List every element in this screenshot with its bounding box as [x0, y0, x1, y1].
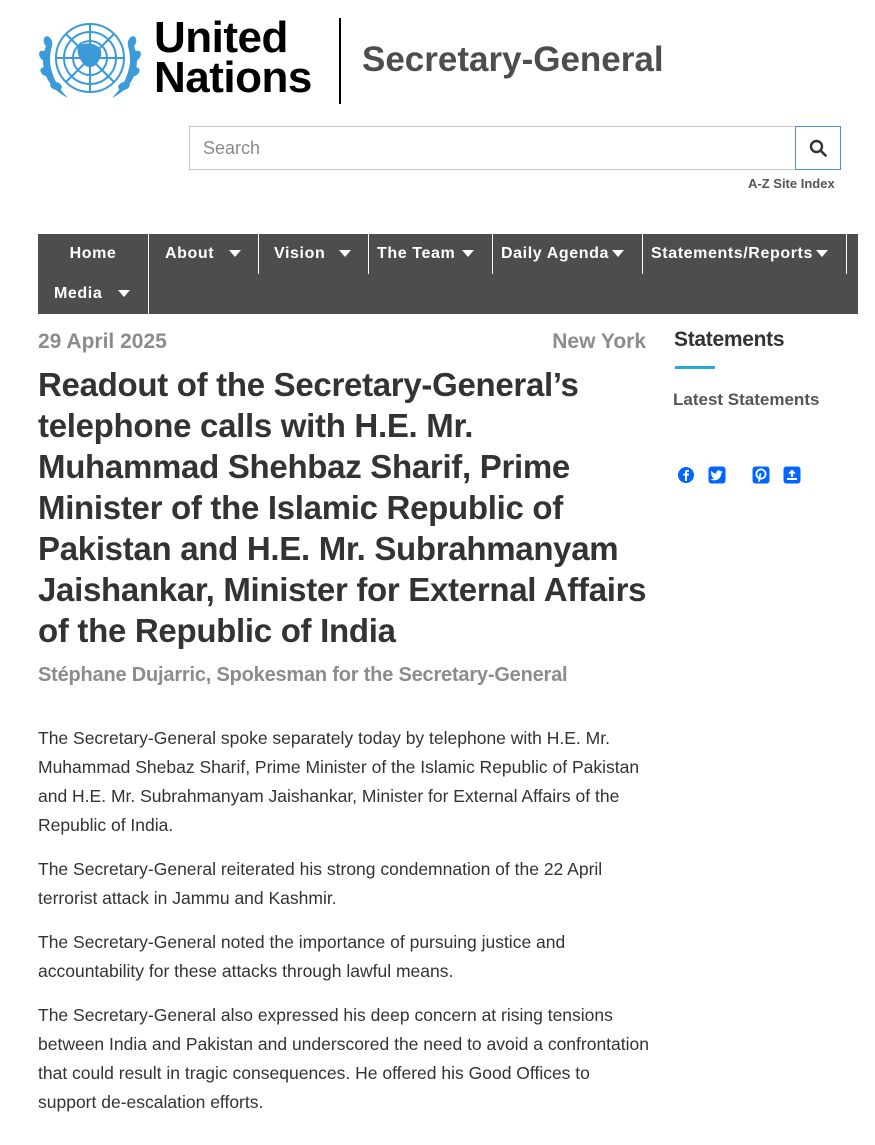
caret-down-icon	[462, 250, 474, 257]
latest-statements-link[interactable]: Latest Statements	[673, 390, 820, 409]
caret-down-icon	[612, 250, 624, 257]
nav-item-statements-reports[interactable]	[642, 234, 846, 274]
nav-item-vision[interactable]	[258, 234, 368, 274]
nav-label: Home	[69, 245, 117, 262]
sidebar-accent-rule	[675, 366, 715, 369]
nav-separator	[846, 234, 847, 274]
nav-label: Vision	[274, 245, 326, 262]
nav-item-daily-agenda[interactable]	[492, 234, 642, 274]
nav-item-about[interactable]	[148, 234, 258, 274]
search-button[interactable]	[795, 126, 841, 170]
nav-label: Daily Agenda	[501, 245, 609, 262]
main-navigation	[38, 234, 858, 314]
caret-down-icon	[339, 250, 351, 257]
search-icon	[809, 139, 827, 157]
article-date: 29 April 2025	[38, 330, 167, 353]
caret-down-icon	[229, 250, 241, 257]
logo-line-1: United	[154, 13, 288, 62]
article-body	[38, 724, 650, 1132]
share-icon[interactable]	[783, 466, 801, 484]
nav-label: The Team	[377, 245, 456, 262]
article-paragraph: The Secretary-General also expressed his deep concern at rising tensions between India and Pakistan and underscored the need to avoid a confrontation that could result in tragic consequences. He offered his Good Offices to support de-escalation efforts.	[38, 1005, 649, 1112]
article-paragraph: The Secretary-General spoke separately today by telephone with H.E. Mr. Muhammad Shebaz Sharif, Prime Minister of the Islamic Republic of Pakistan and H.E. Mr. Subrahmanyam Jaishankar, Minister for External Affairs of the Republic of India.	[38, 728, 640, 835]
nav-item-media[interactable]	[38, 274, 148, 314]
nav-label: Statements/Reports	[651, 245, 813, 262]
caret-down-icon	[118, 290, 130, 297]
un-emblem-icon[interactable]	[38, 16, 142, 104]
pinterest-icon[interactable]	[752, 466, 770, 484]
logo-line-2: Nations	[154, 53, 312, 102]
sidebar-title: Statements	[674, 328, 785, 351]
facebook-icon[interactable]	[677, 466, 695, 484]
article-paragraph: The Secretary-General noted the importance of pursuing justice and accountability for these attacks through lawful means.	[38, 932, 566, 981]
nav-separator	[148, 274, 149, 314]
search-field-wrapper	[189, 126, 796, 170]
article-byline: Stéphane Dujarric, Spokesman for the Secretary-General	[38, 664, 568, 686]
caret-down-icon	[816, 250, 828, 257]
search-input[interactable]	[190, 127, 795, 169]
twitter-icon[interactable]	[708, 466, 726, 484]
un-wordmark[interactable]	[154, 13, 312, 102]
site-header	[38, 13, 838, 108]
nav-label: About	[165, 245, 215, 262]
article-location: New York	[552, 330, 646, 353]
az-site-index-link[interactable]: A-Z Site Index	[748, 176, 835, 191]
article-paragraph: The Secretary-General reiterated his strong condemnation of the 22 April terrorist attack in Jammu and Kashmir.	[38, 859, 603, 908]
article-title: Readout of the Secretary-General’s telephone calls with H.E. Mr. Muhammad Shehbaz Sharif, Prime Minister of the Islamic Republic of Pakistan and H.E. Mr. Subrahmanyam Jaishankar, Minister for External Affairs of the Republic of India	[38, 366, 647, 649]
site-title[interactable]: Secretary-General	[362, 40, 664, 79]
nav-item-the-team[interactable]	[368, 234, 492, 274]
nav-label: Media	[54, 285, 103, 302]
header-divider	[339, 18, 341, 104]
nav-item-home[interactable]	[38, 234, 148, 274]
